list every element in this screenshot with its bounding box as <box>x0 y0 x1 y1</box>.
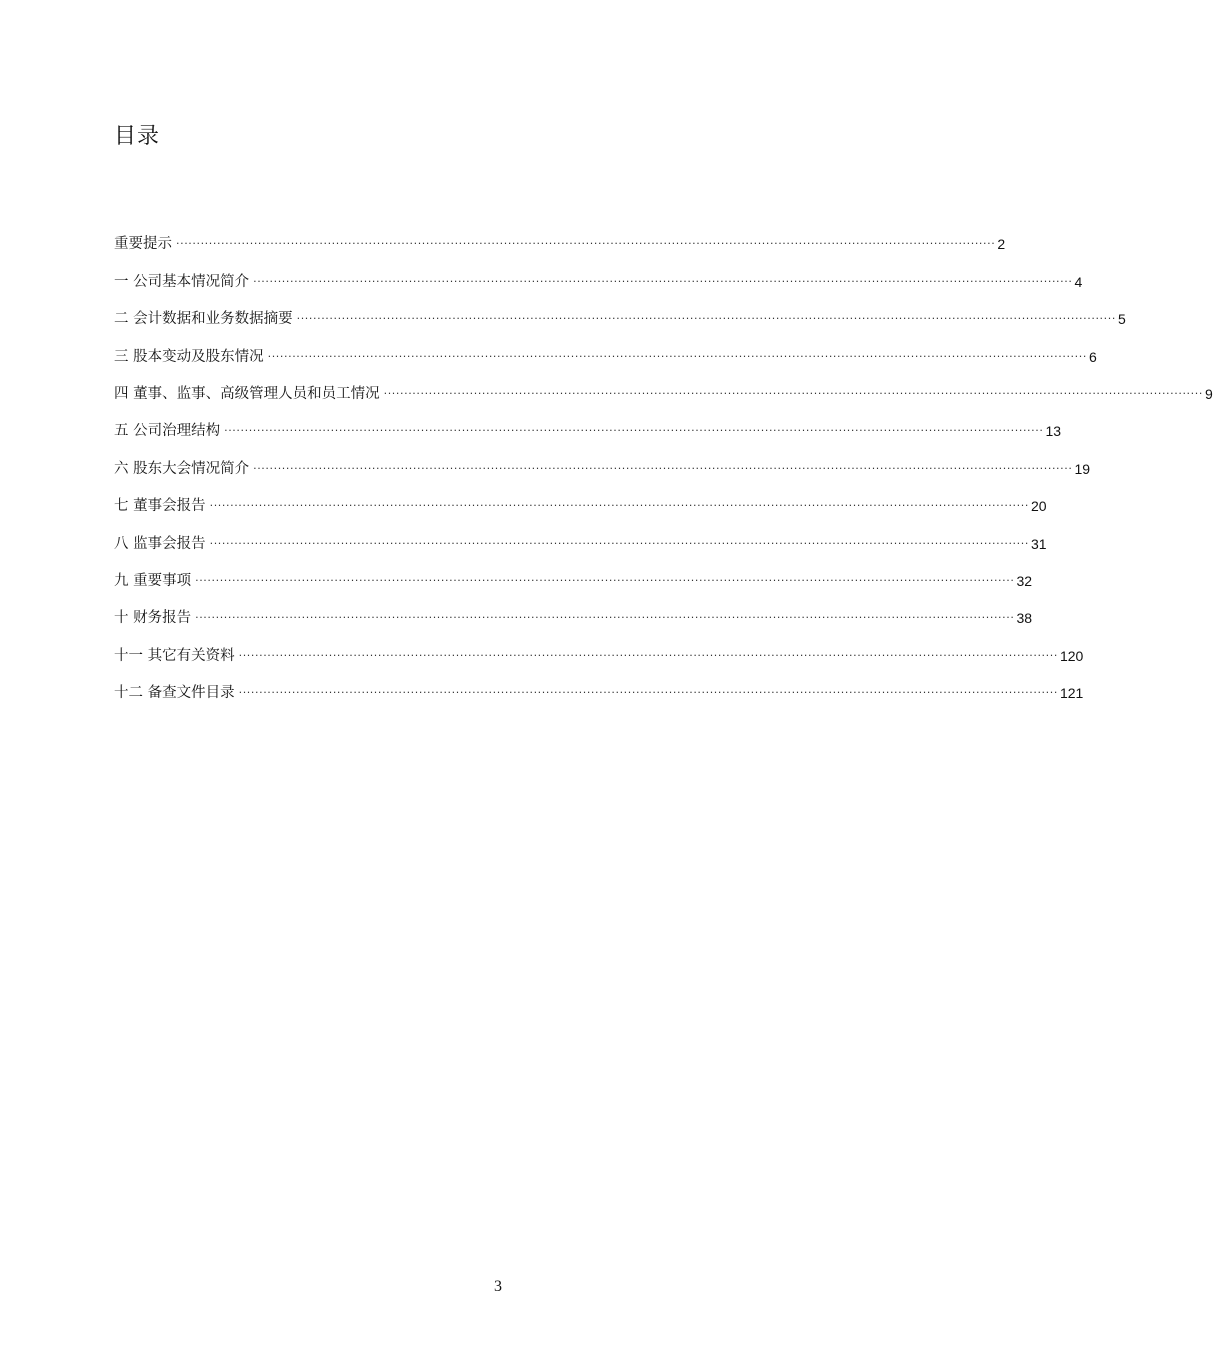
toc-entry-page: 5 <box>1117 311 1126 328</box>
toc-dot-leader: ········································································································································································································ <box>296 312 1116 326</box>
toc-dot-leader: ········································································································································································································ <box>195 611 1015 625</box>
toc-entry-page: 9 <box>1204 385 1213 402</box>
toc-entry-page: 20 <box>1030 498 1047 515</box>
toc-entry-label: 三 股本变动及股东情况 <box>114 348 264 365</box>
toc-entry-label: 十 财务报告 <box>114 610 192 627</box>
toc-dot-leader: ········································································································································································································ <box>224 424 1044 438</box>
toc-entry-page: 6 <box>1088 348 1097 365</box>
toc-dot-leader: ········································································································································································································ <box>267 349 1087 363</box>
toc-entry-label: 六 股东大会情况简介 <box>114 460 250 477</box>
toc-entry-major-matters[interactable] <box>114 556 1033 593</box>
toc-entry-label: 二 会计数据和业务数据摘要 <box>114 311 293 328</box>
toc-entry-page: 4 <box>1074 273 1083 290</box>
toc-entry-page: 31 <box>1030 535 1047 552</box>
toc-dot-leader: ········································································································································································································ <box>238 648 1058 662</box>
toc-entry-financial-report[interactable] <box>114 593 1033 630</box>
toc-entry-label: 八 监事会报告 <box>114 535 206 552</box>
toc-entry-label: 十二 备查文件目录 <box>114 685 235 702</box>
toc-entry-directors-staff[interactable] <box>114 369 1213 406</box>
toc-dot-leader: ········································································································································································································ <box>253 274 1073 288</box>
toc-dot-leader: ········································································································································································································ <box>176 237 996 251</box>
table-of-contents <box>114 219 1213 705</box>
toc-entry-label: 五 公司治理结构 <box>114 423 221 440</box>
toc-entry-shareholder-meeting[interactable] <box>114 443 1091 480</box>
toc-entry-page: 121 <box>1059 685 1084 702</box>
toc-dot-leader: ········································································································································································································ <box>253 461 1073 475</box>
toc-entry-page: 13 <box>1045 423 1062 440</box>
toc-entry-important-notice[interactable] <box>114 219 1006 256</box>
toc-entry-label: 重要提示 <box>114 236 172 253</box>
toc-entry-page: 120 <box>1059 647 1084 664</box>
toc-entry-label: 一 公司基本情况简介 <box>114 273 250 290</box>
toc-entry-other-info[interactable] <box>114 630 1084 667</box>
toc-entry-company-profile[interactable] <box>114 256 1083 293</box>
toc-entry-page: 19 <box>1074 460 1091 477</box>
toc-entry-page: 32 <box>1016 572 1033 589</box>
toc-entry-share-changes[interactable] <box>114 331 1097 368</box>
toc-dot-leader: ········································································································································································································ <box>238 686 1058 700</box>
toc-dot-leader: ········································································································································································································ <box>209 536 1029 550</box>
toc-dot-leader: ········································································································································································································ <box>383 386 1203 400</box>
toc-entry-label: 四 董事、监事、高级管理人员和员工情况 <box>114 385 380 402</box>
toc-entry-board-report[interactable] <box>114 481 1047 518</box>
page-number: 3 <box>494 1278 502 1295</box>
toc-entry-accounting-data[interactable] <box>114 294 1126 331</box>
toc-dot-leader: ········································································································································································································ <box>209 499 1029 513</box>
toc-entry-page: 2 <box>997 236 1006 253</box>
toc-entry-supervisory-report[interactable] <box>114 518 1047 555</box>
toc-entry-reference-docs[interactable] <box>114 668 1084 705</box>
toc-entry-label: 七 董事会报告 <box>114 498 206 515</box>
toc-entry-label: 九 重要事项 <box>114 572 192 589</box>
toc-dot-leader: ········································································································································································································ <box>195 573 1015 587</box>
toc-entry-governance[interactable] <box>114 406 1062 443</box>
page-title: 目录 <box>114 124 161 149</box>
toc-entry-label: 十一 其它有关资料 <box>114 647 235 664</box>
toc-entry-page: 38 <box>1016 610 1033 627</box>
